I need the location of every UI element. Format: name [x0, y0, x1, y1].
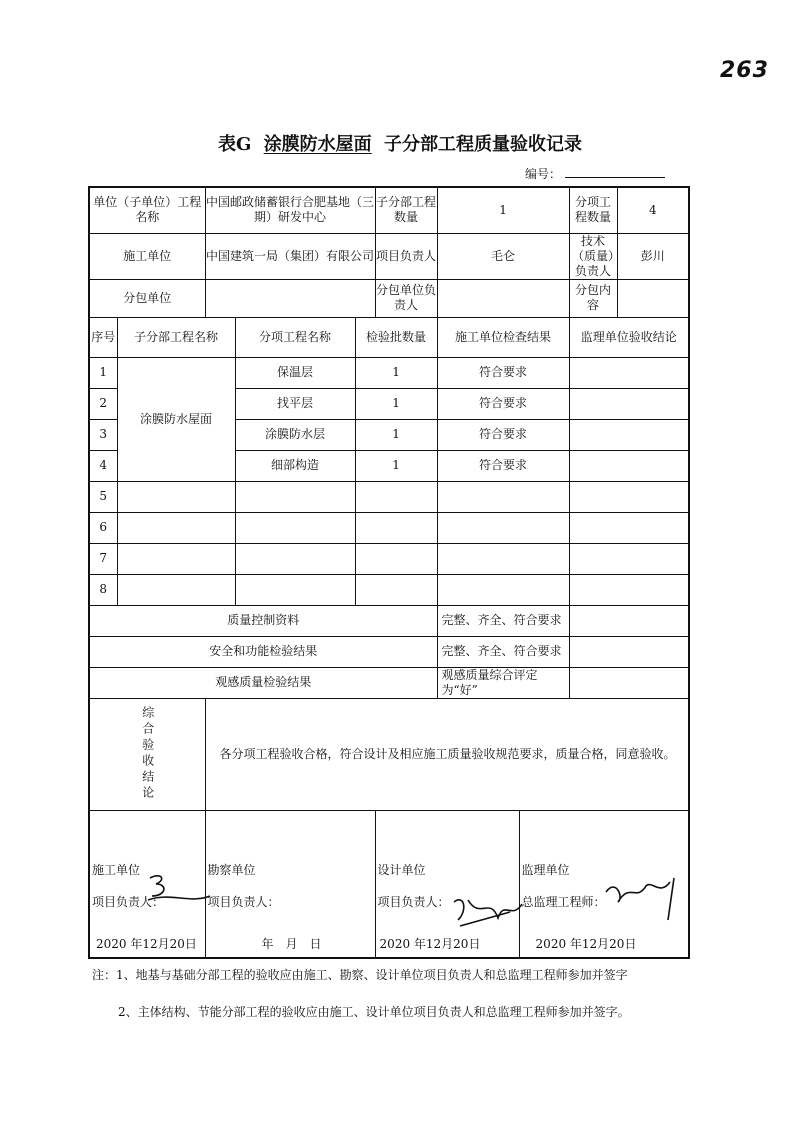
construction-unit-value: 中国建筑一局（集团）有限公司 [205, 233, 375, 279]
subcontractor-manager-label: 分包单位负责人 [375, 279, 437, 317]
row-seq: 5 [89, 481, 117, 512]
row-item: 涂膜防水层 [235, 419, 355, 450]
signature-design [375, 810, 519, 958]
title-suffix: 子分部工程质量验收记录 [383, 134, 582, 155]
summary-label: 观感质量检验结果 [89, 667, 437, 698]
row-seq: 6 [89, 512, 117, 543]
col-seq: 序号 [89, 317, 117, 357]
table-row [89, 574, 689, 605]
row-supervision [569, 481, 689, 512]
sig-unit: 设计单位 [377, 862, 426, 877]
sig-unit: 勘察单位 [207, 862, 256, 877]
serial-number [525, 165, 665, 182]
signature-survey [205, 810, 375, 958]
summary-result: 完整、齐全、符合要求 [437, 605, 569, 636]
acceptance-table [88, 186, 690, 959]
row-sub-division [117, 574, 235, 605]
row-supervision [569, 419, 689, 450]
row-seq: 3 [89, 419, 117, 450]
sig-date: 2020 年12月20日 [535, 936, 637, 951]
sub-item-count-value: 4 [617, 187, 689, 233]
row-count: 1 [355, 388, 437, 419]
row-count [355, 543, 437, 574]
handwritten-signature-construction [140, 870, 220, 910]
summary-row-appearance [89, 667, 689, 698]
row-item [235, 543, 355, 574]
sig-role: 项目负责人： [92, 894, 165, 909]
table-row [89, 512, 689, 543]
row-supervision [569, 450, 689, 481]
sig-date: 2020 年12月20日 [379, 936, 481, 951]
handwritten-signature-supervision [600, 872, 690, 922]
summary-label: 质量控制资料 [89, 605, 437, 636]
sig-date: 年 月 日 [261, 936, 322, 951]
column-header-row [89, 317, 689, 357]
unit-project-name-label: 单位（子单位）工程名称 [89, 187, 205, 233]
summary-row-quality-docs [89, 605, 689, 636]
row-sub-division [117, 543, 235, 574]
sub-division-name-cell: 涂膜防水屋面 [117, 357, 235, 481]
row-item: 保温层 [235, 357, 355, 388]
row-seq: 4 [89, 450, 117, 481]
sub-item-count-label: 分项工程数量 [569, 187, 617, 233]
conclusion-row [89, 698, 689, 810]
subcontract-content-value [617, 279, 689, 317]
row-seq: 7 [89, 543, 117, 574]
row-sub-division [117, 512, 235, 543]
header-row-2 [89, 233, 689, 279]
row-item [235, 574, 355, 605]
sig-role: 项目负责人： [207, 894, 280, 909]
sig-unit: 施工单位 [92, 862, 141, 877]
conclusion-label-cell [89, 698, 205, 810]
note-1: 注：1、地基与基础分部工程的验收应由施工、勘察、设计单位项目负责人和总监理工程师参加并签字 [92, 968, 628, 982]
row-result [437, 512, 569, 543]
title-prefix: 表G [218, 134, 252, 155]
row-result [437, 574, 569, 605]
summary-row-safety [89, 636, 689, 667]
row-supervision [569, 388, 689, 419]
row-count [355, 574, 437, 605]
col-sub-item-name: 分项工程名称 [235, 317, 355, 357]
row-result: 符合要求 [437, 357, 569, 388]
sig-role: 项目负责人： [377, 894, 450, 909]
col-construction-result: 施工单位检查结果 [437, 317, 569, 357]
summary-result: 观感质量综合评定为“好” [437, 667, 569, 698]
row-result [437, 543, 569, 574]
summary-supervision [569, 605, 689, 636]
table-row [89, 357, 689, 388]
summary-supervision [569, 667, 689, 698]
conclusion-text: 各分项工程验收合格，符合设计及相应施工质量验收规范要求，质量合格，同意验收。 [205, 698, 689, 810]
table-row [89, 543, 689, 574]
construction-unit-label: 施工单位 [89, 233, 205, 279]
subcontract-content-label: 分包内容 [569, 279, 617, 317]
page-number: 263 [720, 58, 769, 83]
header-row-1 [89, 187, 689, 233]
page-title [0, 130, 800, 156]
row-count [355, 481, 437, 512]
row-supervision [569, 357, 689, 388]
row-supervision [569, 512, 689, 543]
table-row [89, 481, 689, 512]
serial-blank [565, 177, 665, 178]
col-batch-count: 检验批数量 [355, 317, 437, 357]
row-sub-division [117, 481, 235, 512]
row-supervision [569, 574, 689, 605]
conclusion-label: 综合验收结论 [140, 706, 155, 802]
header-row-3 [89, 279, 689, 317]
sig-date: 2020 年12月20日 [96, 936, 197, 951]
sig-role: 总监理工程师： [521, 894, 606, 909]
project-manager-value: 毛仑 [437, 233, 569, 279]
note-2: 2、主体结构、节能分部工程的验收应由施工、设计单位项目负责人和总监理工程师参加并签字。 [118, 1005, 630, 1019]
row-seq: 2 [89, 388, 117, 419]
serial-label: 编号： [525, 167, 562, 181]
col-supervision-result: 监理单位验收结论 [569, 317, 689, 357]
subcontractor-label: 分包单位 [89, 279, 205, 317]
row-item [235, 512, 355, 543]
sub-division-count-value: 1 [437, 187, 569, 233]
summary-label: 安全和功能检验结果 [89, 636, 437, 667]
row-seq: 8 [89, 574, 117, 605]
row-supervision [569, 543, 689, 574]
row-count: 1 [355, 357, 437, 388]
project-manager-label: 项目负责人 [375, 233, 437, 279]
row-count: 1 [355, 450, 437, 481]
summary-result: 完整、齐全、符合要求 [437, 636, 569, 667]
handwritten-signature-design [450, 890, 530, 934]
row-result [437, 481, 569, 512]
tech-manager-label: 技术（质量）负责人 [569, 233, 617, 279]
row-result: 符合要求 [437, 450, 569, 481]
tech-manager-value: 彭川 [617, 233, 689, 279]
row-item: 找平层 [235, 388, 355, 419]
row-seq: 1 [89, 357, 117, 388]
row-result: 符合要求 [437, 388, 569, 419]
row-count [355, 512, 437, 543]
row-item: 细部构造 [235, 450, 355, 481]
subcontractor-manager-value [437, 279, 569, 317]
row-count: 1 [355, 419, 437, 450]
title-project-type: 涂膜防水屋面 [263, 134, 372, 155]
summary-supervision [569, 636, 689, 667]
row-result: 符合要求 [437, 419, 569, 450]
subcontractor-value [205, 279, 375, 317]
sub-division-count-label: 子分部工程数量 [375, 187, 437, 233]
row-item [235, 481, 355, 512]
col-sub-division-name: 子分部工程名称 [117, 317, 235, 357]
unit-project-name-value: 中国邮政储蓄银行合肥基地（三期）研发中心 [205, 187, 375, 233]
sig-unit: 监理单位 [521, 862, 570, 877]
